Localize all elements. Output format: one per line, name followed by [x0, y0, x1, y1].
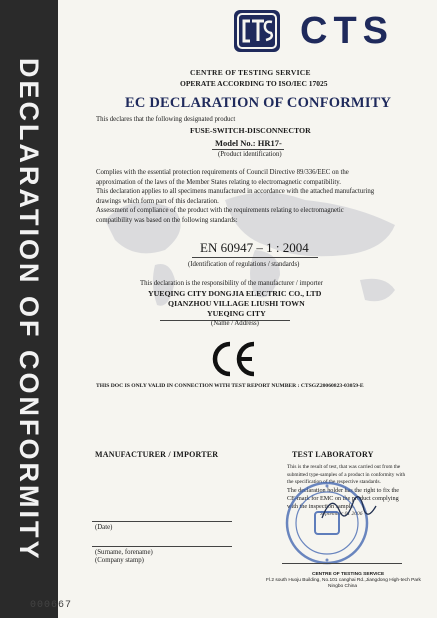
model-number: Model No.: HR17-	[215, 138, 282, 148]
cts-logo-text: CTS	[300, 10, 394, 52]
doc-validity-note: THIS DOC IS ONLY VALID IN CONNECTION WITH TEST REPORT NUMBER : CTSGZ20060823-03059-E	[96, 383, 364, 389]
product-intro: This declares that the following designated product	[96, 116, 236, 123]
manufacturer-heading: MANUFACTURER / IMPORTER	[95, 450, 219, 459]
footer-address: Fl.2 south Huoju Building, No.101 canghai Rd.,Jiangdong High-tech Park	[266, 578, 421, 583]
lab-line-6: with the inspection sample.	[287, 503, 355, 510]
body-line-4: drawings which form part of this declaration.	[96, 197, 219, 205]
lab-line-3: the specification of the respective standards.	[287, 479, 381, 485]
product-name: FUSE-SWITCH-DISCONNECTOR	[190, 126, 311, 135]
model-caption: (Product identification)	[218, 151, 282, 158]
manufacturer-name: YUEQING CITY DONGJIA ELECTRIC CO., LTD	[148, 289, 322, 298]
standard-caption: (Identification of regulations / standards)	[188, 261, 300, 268]
body-line-1: Complies with the essential protection requirements of Council Directive 89/336/EEC on the	[96, 169, 349, 176]
lab-signed-date: September 01 2006	[320, 511, 363, 517]
date-line	[92, 521, 232, 522]
cts-logo-icon	[232, 8, 282, 54]
surname-caption: (Surname, forename)	[95, 549, 153, 556]
lab-line-4: The declaration holder has the right to fix the	[287, 487, 400, 494]
lab-heading: TEST LABORATORY	[292, 450, 374, 459]
sidebar-band	[0, 0, 58, 618]
standard-value: EN 60947 – 1 : 2004	[200, 240, 309, 255]
centre-name: CENTRE OF TESTING SERVICE	[190, 68, 311, 77]
signature-line	[92, 546, 232, 547]
sidebar-title: DECLARATION OF CONFORMITY	[14, 58, 44, 562]
accreditation-line: OPERATE ACCORDING TO ISO/IEC 17025	[180, 79, 328, 88]
address-caption: (Name / Address)	[211, 320, 259, 327]
company-stamp-caption: (Company stamp)	[95, 557, 144, 564]
standard-underline	[192, 257, 318, 258]
lab-line-1: This is the result of test, that was carried out from the	[287, 464, 401, 470]
serial-number: 000667	[30, 600, 73, 611]
manufacturer-address-2: YUEQING CITY	[207, 309, 266, 318]
body-line-5: Assessment of compliance of the product with the requirements relating to electromagnetic	[96, 207, 344, 214]
manufacturer-address-1: QIANZHOU VILLAGE LIUSHI TOWN	[168, 299, 305, 308]
handwritten-signature-icon	[318, 488, 378, 528]
document-title: EC DECLARATION OF CONFORMITY	[125, 95, 392, 111]
responsibility-note: This declaration is the responsibility of the manufacturer / importer	[140, 280, 323, 287]
body-line-2: approximation of the laws of the Member States relating to electromagnetic compatibility.	[96, 178, 341, 186]
footer-centre: CENTRE OF TESTING SERVICE	[312, 572, 385, 577]
footer-city: Ningbo China	[328, 584, 358, 589]
body-line-6: compatibility was based on the following standards:	[96, 216, 238, 224]
ce-mark-icon	[210, 340, 258, 378]
lab-line-5: CE-mark for EMC on the product complying	[287, 495, 399, 502]
date-caption: (Date)	[95, 524, 113, 531]
body-line-3: This declaration applies to all specimens manufactured in accordance with the attached manufacturing	[96, 188, 375, 195]
lab-line-2: submitted type-samples of a product in conformity with	[287, 471, 406, 478]
footer-divider	[282, 563, 402, 564]
